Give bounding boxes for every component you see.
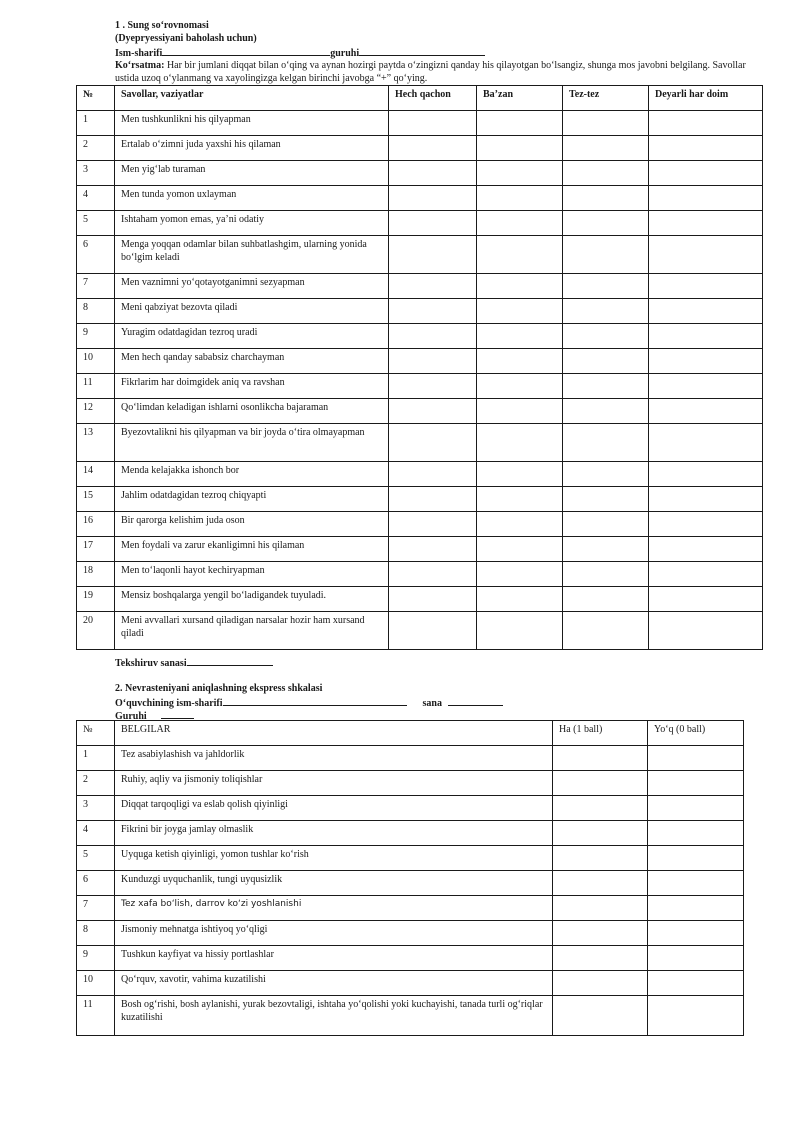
answer-often-cell[interactable] xyxy=(563,136,649,161)
table-row xyxy=(77,587,763,612)
answer-sometimes-cell[interactable] xyxy=(477,324,563,349)
table-row xyxy=(77,236,763,274)
row2-number: 6 xyxy=(77,871,115,896)
group-label: guruhi xyxy=(330,48,360,59)
table-header-row xyxy=(77,86,763,111)
answer-sometimes-cell[interactable] xyxy=(477,236,563,274)
row-question: Qo‘limdan keladigan ishlarni osonlikcha bajaraman xyxy=(115,399,389,424)
answer-almost-always-cell[interactable] xyxy=(649,161,763,186)
row2-sign: Tushkun kayfiyat va hissiy portlashlar xyxy=(115,946,553,971)
row-number: 20 xyxy=(77,612,115,650)
answer-sometimes-cell[interactable] xyxy=(477,537,563,562)
section1-name-line xyxy=(115,45,485,60)
answer-never-cell[interactable] xyxy=(389,562,477,587)
row-number: 8 xyxy=(77,299,115,324)
table2-row xyxy=(77,896,744,921)
answer-often-cell[interactable] xyxy=(563,424,649,462)
table-row xyxy=(77,537,763,562)
row2-sign: Kunduzgi uyquchanlik, tungi uyqusizlik xyxy=(115,871,553,896)
row-question: Fikrlarim har doimgidek aniq va ravshan xyxy=(115,374,389,399)
row2-number: 2 xyxy=(77,771,115,796)
table-row xyxy=(77,399,763,424)
answer-sometimes-cell[interactable] xyxy=(477,186,563,211)
row-question: Meni qabziyat bezovta qiladi xyxy=(115,299,389,324)
col2-header-yes: Ha (1 ball) xyxy=(553,721,648,746)
answer-yes-cell[interactable] xyxy=(553,796,648,821)
row-question: Menda kelajakka ishonch bor xyxy=(115,462,389,487)
table-row xyxy=(77,424,763,462)
col2-header-no: Yo‘q (0 ball) xyxy=(648,721,744,746)
row-number: 9 xyxy=(77,324,115,349)
answer-often-cell[interactable] xyxy=(563,299,649,324)
answer-sometimes-cell[interactable] xyxy=(477,562,563,587)
table-row xyxy=(77,274,763,299)
student-name-blank[interactable] xyxy=(223,695,407,706)
answer-sometimes-cell[interactable] xyxy=(477,462,563,487)
row2-number: 7 xyxy=(77,896,115,921)
answer-sometimes-cell[interactable] xyxy=(477,274,563,299)
answer-often-cell[interactable] xyxy=(563,562,649,587)
row2-sign: Tez xafa bo‘lish, darrov ko‘zi yoshlanishi xyxy=(115,896,553,921)
answer-often-cell[interactable] xyxy=(563,487,649,512)
answer-sometimes-cell[interactable] xyxy=(477,349,563,374)
answer-sometimes-cell[interactable] xyxy=(477,587,563,612)
instruction-note xyxy=(115,59,755,85)
note-text: Har bir jumlani diqqat bilan o‘qing va aynan hozirgi paytda o‘zingizni qanday his qilayotgan bo‘lsangiz, shunga mos javobni belgilang. Savollar ustida uzoq o‘ylanmang va xayolingizga kelgan birinchi javobga “+” qo‘ying. xyxy=(115,60,746,84)
answer-yes-cell[interactable] xyxy=(553,896,648,921)
row2-sign: Fikrini bir joyga jamlay olmaslik xyxy=(115,821,553,846)
table2-row xyxy=(77,996,744,1036)
answer-sometimes-cell[interactable] xyxy=(477,487,563,512)
col-header-almost-always: Deyarli har doim xyxy=(649,86,763,111)
answer-almost-always-cell[interactable] xyxy=(649,136,763,161)
answer-often-cell[interactable] xyxy=(563,211,649,236)
answer-never-cell[interactable] xyxy=(389,274,477,299)
answer-yes-cell[interactable] xyxy=(553,746,648,771)
row-number: 4 xyxy=(77,186,115,211)
answer-never-cell[interactable] xyxy=(389,324,477,349)
row-question: Jahlim odatdagidan tezroq chiqyapti xyxy=(115,487,389,512)
student-name-label: O‘quvchining ism-sharifi xyxy=(115,698,223,709)
row2-sign: Tez asabiylashish va jahldorlik xyxy=(115,746,553,771)
answer-never-cell[interactable] xyxy=(389,211,477,236)
check-date-label: Tekshiruv sanasi xyxy=(115,658,187,669)
row-number: 10 xyxy=(77,349,115,374)
row-number: 14 xyxy=(77,462,115,487)
answer-often-cell[interactable] xyxy=(563,349,649,374)
answer-never-cell[interactable] xyxy=(389,299,477,324)
answer-almost-always-cell[interactable] xyxy=(649,211,763,236)
row-question: Men hech qanday sababsiz charchayman xyxy=(115,349,389,374)
row2-number: 1 xyxy=(77,746,115,771)
section2-title: 2. Nevrasteniyani aniqlashning ekspress shkalasi xyxy=(115,683,323,694)
answer-no-cell[interactable] xyxy=(648,846,744,871)
answer-yes-cell[interactable] xyxy=(553,846,648,871)
row-number: 13 xyxy=(77,424,115,462)
answer-never-cell[interactable] xyxy=(389,487,477,512)
table-row xyxy=(77,512,763,537)
answer-yes-cell[interactable] xyxy=(553,921,648,946)
answer-almost-always-cell[interactable] xyxy=(649,299,763,324)
answer-no-cell[interactable] xyxy=(648,921,744,946)
sana-label: sana xyxy=(422,698,442,709)
table2-row xyxy=(77,921,744,946)
answer-almost-always-cell[interactable] xyxy=(649,374,763,399)
table2-row xyxy=(77,796,744,821)
answer-almost-always-cell[interactable] xyxy=(649,399,763,424)
answer-never-cell[interactable] xyxy=(389,161,477,186)
answer-no-cell[interactable] xyxy=(648,771,744,796)
col-header-question: Savollar, vaziyatlar xyxy=(115,86,389,111)
table2-row xyxy=(77,746,744,771)
table-row xyxy=(77,562,763,587)
answer-never-cell[interactable] xyxy=(389,374,477,399)
answer-almost-always-cell[interactable] xyxy=(649,349,763,374)
answer-no-cell[interactable] xyxy=(648,996,744,1036)
row2-number: 3 xyxy=(77,796,115,821)
answer-yes-cell[interactable] xyxy=(553,821,648,846)
col2-header-signs: BELGILAR xyxy=(115,721,553,746)
answer-never-cell[interactable] xyxy=(389,186,477,211)
table-row xyxy=(77,111,763,136)
answer-never-cell[interactable] xyxy=(389,424,477,462)
row2-number: 11 xyxy=(77,996,115,1036)
answer-sometimes-cell[interactable] xyxy=(477,374,563,399)
row2-sign: Jismoniy mehnatga ishtiyoq yo‘qligi xyxy=(115,921,553,946)
answer-never-cell[interactable] xyxy=(389,462,477,487)
row2-sign: Qo‘rquv, xavotir, vahima kuzatilishi xyxy=(115,971,553,996)
table-row xyxy=(77,462,763,487)
row-question: Ishtaham yomon emas, ya’ni odatiy xyxy=(115,211,389,236)
row-number: 12 xyxy=(77,399,115,424)
row-question: Yuragim odatdagidan tezroq uradi xyxy=(115,324,389,349)
answer-never-cell[interactable] xyxy=(389,136,477,161)
answer-often-cell[interactable] xyxy=(563,399,649,424)
col-header-never: Hech qachon xyxy=(389,86,477,111)
row-number: 16 xyxy=(77,512,115,537)
answer-almost-always-cell[interactable] xyxy=(649,111,763,136)
answer-almost-always-cell[interactable] xyxy=(649,562,763,587)
row-number: 3 xyxy=(77,161,115,186)
table2-row xyxy=(77,871,744,896)
row-number: 2 xyxy=(77,136,115,161)
answer-almost-always-cell[interactable] xyxy=(649,587,763,612)
row-number: 11 xyxy=(77,374,115,399)
answer-sometimes-cell[interactable] xyxy=(477,299,563,324)
answer-yes-cell[interactable] xyxy=(553,971,648,996)
row-question: Men to‘laqonli hayot kechiryapman xyxy=(115,562,389,587)
row-number: 7 xyxy=(77,274,115,299)
answer-never-cell[interactable] xyxy=(389,111,477,136)
table-row xyxy=(77,161,763,186)
answer-almost-always-cell[interactable] xyxy=(649,424,763,462)
answer-no-cell[interactable] xyxy=(648,971,744,996)
table-row xyxy=(77,299,763,324)
row-question: Men yig‘lab turaman xyxy=(115,161,389,186)
neurasthenia-scale-table xyxy=(76,720,744,1036)
row2-number: 5 xyxy=(77,846,115,871)
answer-yes-cell[interactable] xyxy=(553,871,648,896)
row2-number: 9 xyxy=(77,946,115,971)
row-question: Ertalab o‘zimni juda yaxshi his qilaman xyxy=(115,136,389,161)
table2-row xyxy=(77,846,744,871)
name-blank[interactable] xyxy=(162,45,330,56)
row2-sign: Uyquga ketish qiyinligi, yomon tushlar ko‘rish xyxy=(115,846,553,871)
check-date-blank[interactable] xyxy=(187,655,273,666)
answer-no-cell[interactable] xyxy=(648,796,744,821)
check-date-line xyxy=(115,655,273,670)
section1-subtitle: (Dyepryessiyani baholash uchun) xyxy=(115,33,257,44)
answer-no-cell[interactable] xyxy=(648,946,744,971)
table-row xyxy=(77,186,763,211)
answer-sometimes-cell[interactable] xyxy=(477,161,563,186)
answer-almost-always-cell[interactable] xyxy=(649,487,763,512)
answer-no-cell[interactable] xyxy=(648,821,744,846)
answer-sometimes-cell[interactable] xyxy=(477,424,563,462)
answer-almost-always-cell[interactable] xyxy=(649,512,763,537)
answer-often-cell[interactable] xyxy=(563,374,649,399)
table2-row xyxy=(77,821,744,846)
answer-never-cell[interactable] xyxy=(389,236,477,274)
name-label: Ism-sharifi xyxy=(115,48,163,59)
group-blank[interactable] xyxy=(359,45,485,56)
answer-never-cell[interactable] xyxy=(389,399,477,424)
answer-almost-always-cell[interactable] xyxy=(649,537,763,562)
answer-often-cell[interactable] xyxy=(563,587,649,612)
answer-almost-always-cell[interactable] xyxy=(649,612,763,650)
row-question: Bir qarorga kelishim juda oson xyxy=(115,512,389,537)
answer-sometimes-cell[interactable] xyxy=(477,136,563,161)
table-row xyxy=(77,324,763,349)
answer-never-cell[interactable] xyxy=(389,587,477,612)
answer-almost-always-cell[interactable] xyxy=(649,462,763,487)
row2-sign: Ruhiy, aqliy va jismoniy toliqishlar xyxy=(115,771,553,796)
table-row xyxy=(77,374,763,399)
answer-often-cell[interactable] xyxy=(563,111,649,136)
table2-header-row xyxy=(77,721,744,746)
answer-never-cell[interactable] xyxy=(389,349,477,374)
col-header-number: № xyxy=(77,86,115,111)
row-question: Men foydali va zarur ekanligimni his qilaman xyxy=(115,537,389,562)
row-number: 19 xyxy=(77,587,115,612)
table-row xyxy=(77,487,763,512)
answer-almost-always-cell[interactable] xyxy=(649,236,763,274)
row-question: Meni avvallari xursand qiladigan narsalar hozir ham xursand qiladi xyxy=(115,612,389,650)
table2-row xyxy=(77,946,744,971)
answer-often-cell[interactable] xyxy=(563,537,649,562)
col2-header-number: № xyxy=(77,721,115,746)
answer-often-cell[interactable] xyxy=(563,236,649,274)
answer-never-cell[interactable] xyxy=(389,512,477,537)
answer-often-cell[interactable] xyxy=(563,462,649,487)
sana-blank[interactable] xyxy=(448,695,503,706)
table-row xyxy=(77,612,763,650)
row-number: 1 xyxy=(77,111,115,136)
answer-often-cell[interactable] xyxy=(563,186,649,211)
answer-no-cell[interactable] xyxy=(648,871,744,896)
table-row xyxy=(77,349,763,374)
row-question: Men tunda yomon uxlayman xyxy=(115,186,389,211)
answer-yes-cell[interactable] xyxy=(553,771,648,796)
answer-almost-always-cell[interactable] xyxy=(649,186,763,211)
answer-never-cell[interactable] xyxy=(389,612,477,650)
table-row xyxy=(77,136,763,161)
table2-row xyxy=(77,971,744,996)
table2-row xyxy=(77,771,744,796)
answer-sometimes-cell[interactable] xyxy=(477,512,563,537)
answer-sometimes-cell[interactable] xyxy=(477,111,563,136)
answer-never-cell[interactable] xyxy=(389,537,477,562)
section1-title: 1 . Sung so‘rovnomasi xyxy=(115,20,209,31)
row-number: 15 xyxy=(77,487,115,512)
group2-blank[interactable] xyxy=(161,708,194,719)
depression-questionnaire-table xyxy=(76,85,763,650)
answer-yes-cell[interactable] xyxy=(553,996,648,1036)
col-header-often: Tez-tez xyxy=(563,86,649,111)
row-question: Mensiz boshqalarga yengil bo‘ladigandek tuyuladi. xyxy=(115,587,389,612)
answer-often-cell[interactable] xyxy=(563,612,649,650)
answer-often-cell[interactable] xyxy=(563,512,649,537)
row2-sign: Diqqat tarqoqligi va eslab qolish qiyinligi xyxy=(115,796,553,821)
table-row xyxy=(77,211,763,236)
answer-often-cell[interactable] xyxy=(563,274,649,299)
answer-sometimes-cell[interactable] xyxy=(477,612,563,650)
answer-often-cell[interactable] xyxy=(563,161,649,186)
answer-sometimes-cell[interactable] xyxy=(477,399,563,424)
row2-number: 8 xyxy=(77,921,115,946)
row2-number: 10 xyxy=(77,971,115,996)
note-label: Ko‘rsatma: xyxy=(115,60,165,71)
answer-no-cell[interactable] xyxy=(648,746,744,771)
answer-often-cell[interactable] xyxy=(563,324,649,349)
row-number: 17 xyxy=(77,537,115,562)
answer-sometimes-cell[interactable] xyxy=(477,211,563,236)
answer-yes-cell[interactable] xyxy=(553,946,648,971)
answer-almost-always-cell[interactable] xyxy=(649,274,763,299)
row-question: Menga yoqqan odamlar bilan suhbatlashgim, ularning yonida bo‘lgim keladi xyxy=(115,236,389,274)
col-header-sometimes: Ba’zan xyxy=(477,86,563,111)
row-question: Men vaznimni yo‘qotayotganimni sezyapman xyxy=(115,274,389,299)
answer-no-cell[interactable] xyxy=(648,896,744,921)
row2-number: 4 xyxy=(77,821,115,846)
group2-label: Guruhi xyxy=(115,711,147,722)
row-number: 6 xyxy=(77,236,115,274)
row2-sign: Bosh og‘rishi, bosh aylanishi, yurak bezovtaligi, ishtaha yo‘qolishi yoki kuchayishi, tanada turli og‘riqlar kuzatilishi xyxy=(115,996,553,1036)
row-number: 5 xyxy=(77,211,115,236)
answer-almost-always-cell[interactable] xyxy=(649,324,763,349)
row-question: Men tushkunlikni his qilyapman xyxy=(115,111,389,136)
row-question: Byezovtalikni his qilyapman va bir joyda o‘tira olmayapman xyxy=(115,424,389,462)
row-number: 18 xyxy=(77,562,115,587)
